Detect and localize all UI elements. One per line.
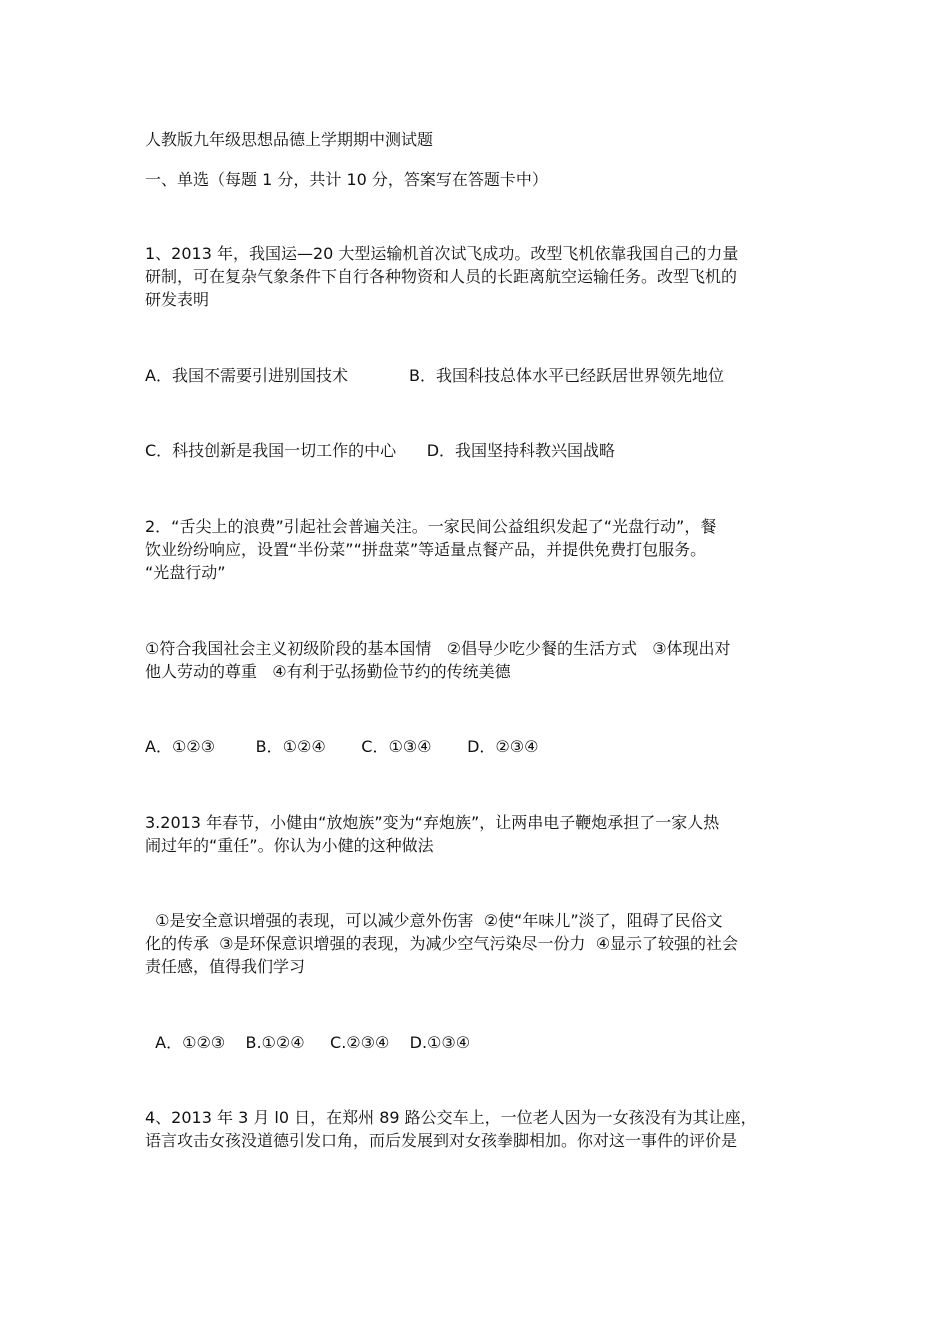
- question-1-stem-line-2: 研制，可在复杂气象条件下自行各种物资和人员的长距离航空运输任务。改型飞机的: [145, 267, 738, 286]
- question-4-stem-line-1: 4、2013 年 3 月 l0 日，在郑州 89 路公交车上，一位老人因为一女孩没有为其让座，: [145, 1108, 757, 1127]
- question-2-stem-line-2: 饮业纷纷响应，设置“半份菜”“拼盘菜”等适量点餐产品，并提供免费打包服务。: [145, 540, 707, 559]
- question-2-stem-line-1: 2．“舌尖上的浪费”引起社会普遍关注。一家民间公益组织发起了“光盘行动”，餐: [145, 517, 717, 536]
- question-3-options-line: A．①②③ B.①②④ C.②③④ D.①③④: [145, 1033, 471, 1052]
- section-header: 一、单选（每题 1 分，共计 10 分，答案写在答题卡中）: [145, 170, 548, 189]
- question-1-stem-line-3: 研发表明: [145, 290, 210, 309]
- question-3-statements-line-2: 化的传承 ③是环保意识增强的表现，为减少空气污染尽一份力 ④显示了较强的社会: [145, 934, 739, 953]
- question-2-options-line: A．①②③ B．①②④ C．①③④ D．②③④: [145, 737, 539, 756]
- question-1-stem-line-1: 1、2013 年，我国运—20 大型运输机首次试飞成功。改型飞机依靠我国自己的力量: [145, 244, 739, 263]
- question-3-statements-line-1: ①是安全意识增强的表现，可以减少意外伤害 ②使“年味儿”淡了，阻碍了民俗文: [145, 911, 723, 930]
- question-4-stem-line-2: 语言攻击女孩没道德引发口角，而后发展到对女孩拳脚相加。你对这一事件的评价是: [145, 1131, 738, 1150]
- question-2-statements-line-1: ①符合我国社会主义初级阶段的基本国情 ②倡导少吃少餐的生活方式 ③体现出对: [145, 639, 731, 658]
- question-2-stem-line-3: “光盘行动”: [145, 563, 226, 582]
- question-3-statements-line-3: 责任感，值得我们学习: [145, 957, 306, 976]
- document-title: 人教版九年级思想品德上学期期中测试题: [145, 130, 434, 149]
- question-1-options-line-2: C．科技创新是我国一切工作的中心 D．我国坚持科教兴国战略: [145, 441, 616, 460]
- question-1-options-line-1: A．我国不需要引进别国技术 B．我国科技总体水平已经跃居世界领先地位: [145, 366, 724, 385]
- question-3-stem-line-2: 闹过年的“重任”。你认为小健的这种做法: [145, 836, 434, 855]
- question-2-statements-line-2: 他人劳动的尊重 ④有利于弘扬勤俭节约的传统美德: [145, 662, 511, 681]
- question-3-stem-line-1: 3.2013 年春节，小健由“放炮族”变为“弃炮族”，让两串电子鞭炮承担了一家人热: [145, 813, 720, 832]
